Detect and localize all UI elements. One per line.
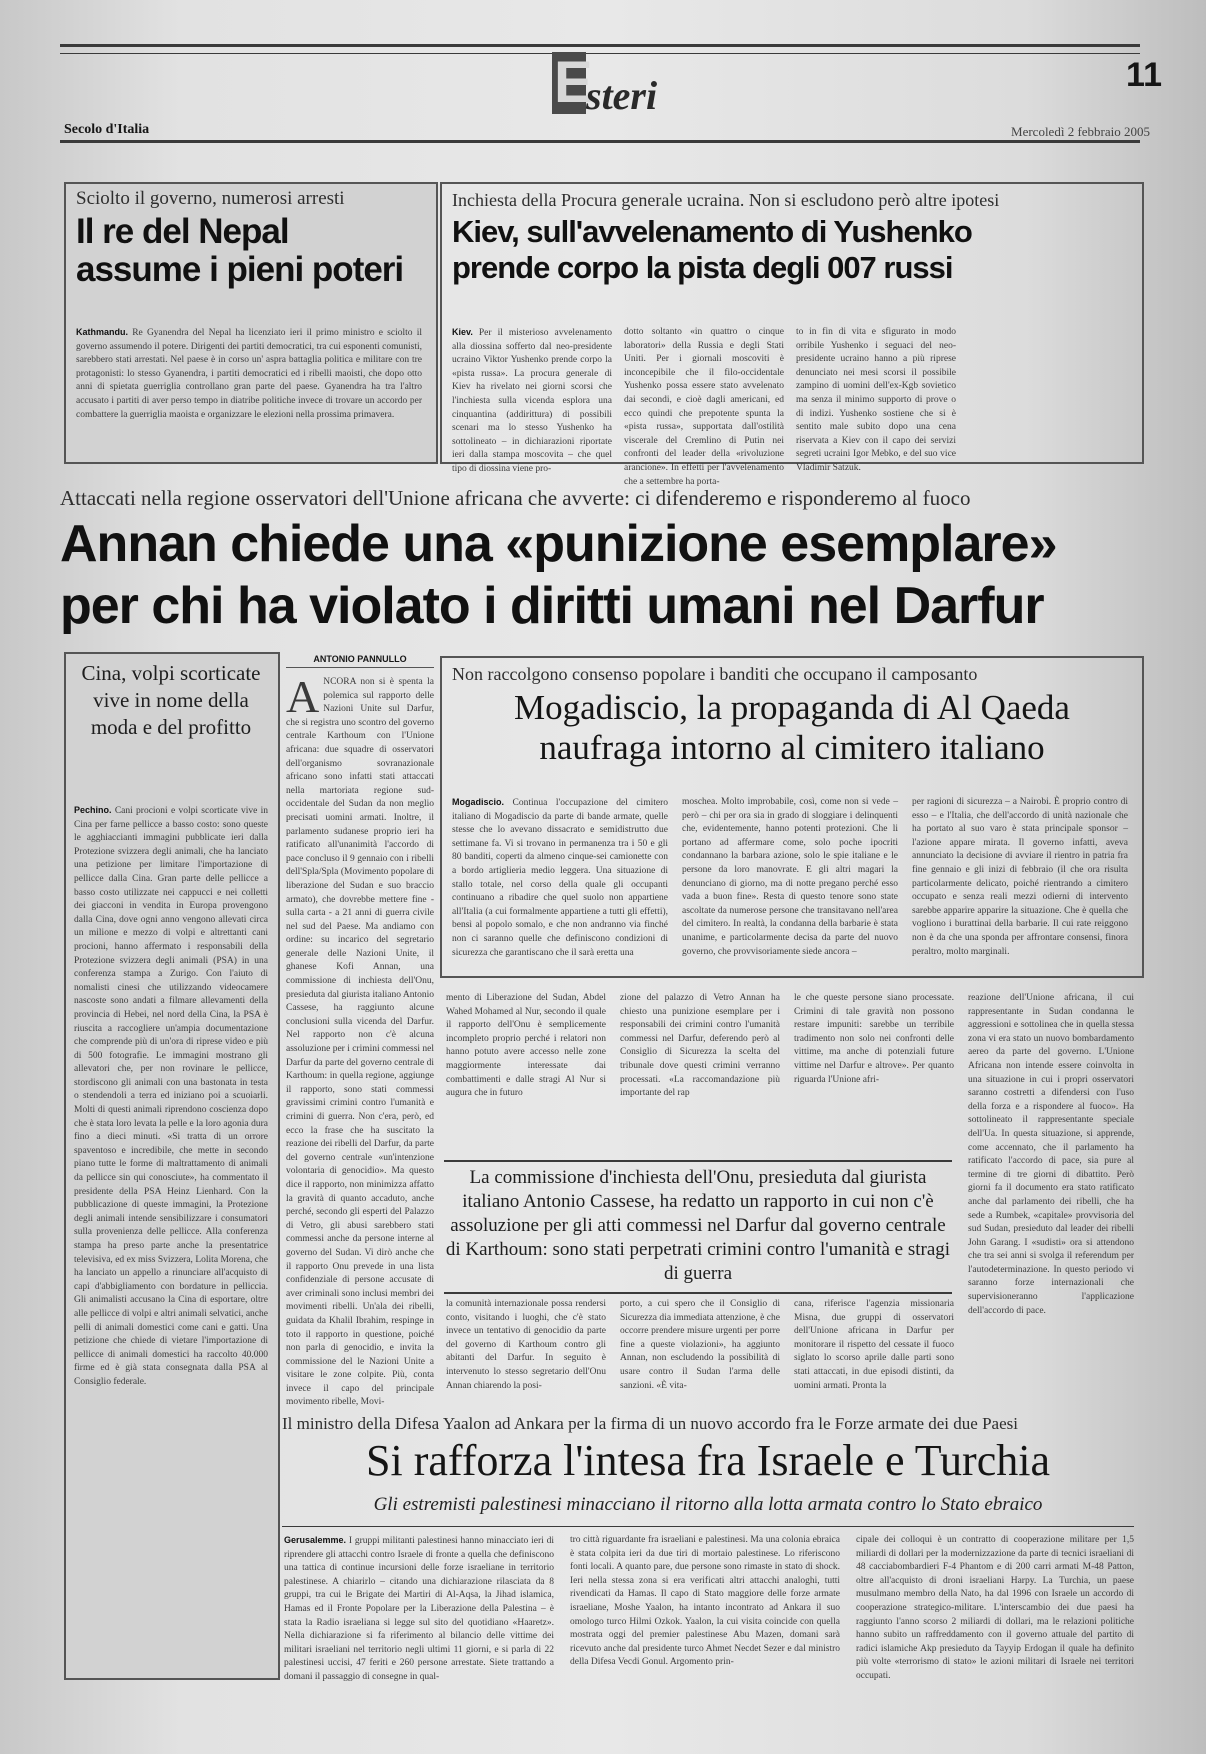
darfur-pullquote: La commissione d'inchiesta dell'Onu, presieduta dal giurista italiano Antonio Cassese, ha redatto un rapporto in cui non c'è assoluzione per gli atti commessi nel Darfur dal governo centrale di Karthoum: sono stati perpetrati crimini contro l'umanità e stragi di guerra	[445, 1167, 951, 1284]
kiev-headline-line1: Kiev, sull'avvelenamento di Yushenko	[452, 214, 972, 249]
darfur-headline-line1: Annan chiede una «punizione esemplare»	[60, 515, 1057, 573]
masthead-rule	[60, 140, 1140, 143]
darfur-b3: cana, riferisce l'agenzia missionaria Misna, due gruppi di osservatori dell'Unione africana in Darfur per monitorare il rispetto del cessate il fuoco siglato lo scorso aprile dalle parti sono stati attaccati, in due episodi distinti, da uomini armati. Pronta la	[794, 1299, 954, 1391]
darfur-headline-line2: per chi ha violato i diritti umani nel Darfur	[60, 577, 1044, 635]
issue-date: Mercoledì 2 febbraio 2005	[1011, 124, 1150, 139]
mogadiscio-col3: per ragioni di sicurezza – a Nairobi. È proprio contro di esso – e l'Italia, che dell'accordo di unità nazionale che ha portato al suo varo è stata principale sponsor – l'azione appare mirata. Il governo infatti, aveva annunciato la decisione di avviare il rientro in patria fra fine gennaio e gli inizi di febbraio (il che ora risulta particolarmente delicato, poiché rientrando a cimitero occupato e senza reali mezzi odierni di intervento sarebbe apparire apparire la situazione. Che è quella che vogliono i burattinai della barbarie. Il cui rate reiggono non è da che una sponda per affrontare consensi, finora peraltro, molto marginali.	[912, 797, 1128, 957]
top-rule-thin	[60, 53, 1140, 54]
mogadiscio-article	[440, 656, 1144, 978]
israele-kicker: Il ministro della Difesa Yaalon ad Ankara per la firma di un nuovo accordo fra le Forze armate dei due Paesi	[282, 1414, 1018, 1433]
israele-col1: I gruppi militanti palestinesi hanno minacciato ieri di riprendere gli attacchi contro Israele di fronte a quella che definiscono una tattica di continue incursioni delle forze israeliane in territorio palestinese. A chiarirlo – citando una dichiarazione rilasciata da 8 gruppi, tra cui le Brigate dei Martiri di Al-Aqsa, la Jihad islamica, Hamas ed il Fronte Popolare per la Liberazione della Palestina – è stata la Radio israeliana si legge sul sito del quotidiano «Haaretz». Nella dichiarazione si fa riferimento al bilancio delle vittime dei militari israeliani nel territorio negli ultimi 11 giorni, e si parla di 22 palestinesi uccisi, 47 feriti e 260 persone arrestate. Siete trattando a domani il passaggio di consegne in qual-	[284, 1536, 554, 1682]
cina-body: Cani procioni e volpi scorticate vive in Cina per farne pellicce a basso costo: sono queste le agghiaccianti immagini pubblicate ieri dalla Protezione svizzera degli animali, che ha lanciato una petizione per limitare l'importazione di pellicce dalla Cina. Gran parte delle pellicce a basso costo utilizzate nei cappucci e nei colletti dei giacconi in vendita in Europa provengono dalla Cina, dove ogni anno vengono allevati circa un milione e mezzo di volpi e altrettanti cani procioni, hanno affermato i responsabili della Protezione svizzera degli animali (PSA) in una conferenza stampa a Zurigo. Con l'aiuto di nomalisti cinesi che utilizzando videocamere nascoste sono andati a filmare allevamenti della provincia di Hebei, nel nord della Cina, la PSA è riuscita a raccogliere un'ampia documentazione che comprende più di un'ora di riprese video e più di 500 fotografie. Le immagini mostrano gli allevatori che, per non rovinare le pellicce, stordiscono gli animali con una bastonata in testa o stendendoli a terra ed iniziano poi a scuoiarli. Molti di questi animali riprendono coscienza dopo che è stata loro levata la pelle e la loro agonia dura fino a dieci minuti. «Si tratta di un orrore spaventoso e incredibile, che mette in secondo piano tutte le forme di maltrattamento di animali da pellicce sin qui conosciute», ha commentato il presidente della PSA Heinz Lienhard. Con la pubblicazione di queste immagini, la Protezione degli animali intende sensibilizzare i consumatori sulla provenienza delle pellicce. Alla conferenza stampa ha preso parte anche la presentatrice televisiva, ed ex miss Svizzera, Lolita Morena, che ha lanciato un appello a rinunciare all'acquisto di capi d'abbigliamento con bordature in pelliccia. Gli animalisti accusano la Cina di esportare, oltre alle pellicce di volpi e altri animali selvatici, anche pelli di animali domestici come cani e gatti. Una petizione che chiede di vietare l'importazione di pellicce di animali domestici ha raccolto 40.000 firme ed è già stata consegnata dalla PSA al Consiglio federale.	[74, 806, 269, 1387]
israele-rule	[282, 1526, 1134, 1527]
mogadiscio-headline-line2: naufraga intorno al cimitero italiano	[539, 728, 1045, 767]
mogadiscio-col2: moschea. Molto improbabile, così, come non si vede – però – chi per ora sia in grado di sloggiare i delinquenti che, evidentemente, hanno potenti protezioni. Che li portano ad affermare come, solo poche ipocriti condannano la barbara azione, solo le spie italiane e le persone da loro manovrate. E gli altri magari la denunciano di giorno, ma di notte pregano perché esso vada a buon fine». Resta di questo tenore sono state ascoltate da numerose persone che transitavano nell'area del cimitero. In realtà, la condanna della barbarie è stata unanime, e particolarmente decisa da parte del nuovo governo, che provvisoriamente siede ancora –	[682, 797, 898, 957]
section-logo-block	[552, 50, 593, 115]
darfur-b2: porto, a cui spero che il Consiglio di Sicurezza dia immediata attenzione, è che occorre prendere misure urgenti per porre fine a queste violazioni», ha aggiunto Annan, non escludendo la possibilità di usare contro il Sudan l'arma delle sanzioni. «È vita-	[620, 1299, 780, 1391]
darfur-col2: mento di Liberazione del Sudan, Abdel Wahed Mohamed al Nur, secondo il quale il rapporto dell'Onu è semplicemente incompleto proprio perché i relatori non hanno potuto avere accesso nelle zone maggiormente interessate dai combattimenti e dalle stragi Al Nur si augura che in futuro	[446, 993, 606, 1099]
kiev-headline-line2: prende corpo la pista degli 007 russi	[452, 250, 953, 285]
nepal-article	[64, 182, 438, 464]
israele-subhead: Gli estremisti palestinesi minacciano il ritorno alla lotta armata contro lo Stato ebraico	[373, 1494, 1043, 1515]
mogadiscio-headline-line1: Mogadiscio, la propaganda di Al Qaeda	[514, 688, 1070, 727]
nepal-headline-line2: assume i pieni poteri	[76, 250, 404, 289]
darfur-col5: reazione dell'Unione africana, il cui rappresentante in Sudan condanna le aggressioni e sottolinea che in quella stessa zona vi era stato un nuovo bombardamento aereo da parte del governo. L'Unione Africana non intende essere coinvolta in una situazione in cui i propri osservatori saranno costretti a difendersi con l'uso della forza e a rispondere al fuoco». Ha sottolineato il rappresentante speciale dell'Ua. In questa situazione, si apprende, come accennato, che il parlamento ha ratificato l'accordo di pace, sia pure al termine di tre giorni di dibattito. Però giorni fa il documento era stato ratificato anche dal parlamento dei ribelli, che ha sede a Rumbek, «capitale» provvisoria del sud Sudan, presieduto dal leader dei ribelli John Garang. I «sudisti» ora si attendono che tra sei anni si svolga il referendum per l'autodeterminazione. In questo periodo vi saranno forze internazionali che supervisioneranno l'applicazione dell'accordo di pace.	[968, 993, 1134, 1316]
mogadiscio-col1: Continua l'occupazione del cimitero italiano di Mogadiscio da parte di bande armate, quelle stesse che lo avevano dissacrato e semidistrutto due settimane fa. Vi si trovano in permanenza tra i 50 e gli 80 banditi, coperti da almeno cinque-sei camionette con a bordo artiglieria medio leggera. Una situazione di stallo totale, nel corso della quale gli occupanti continuano a ribadire che quel suolo non appartiene all'Italia (a cui formalmente appartiene a tutti gli effetti), bensì al popolo somalo, e che non andranno via finché non ci saranno quelle che definiscono condizioni di sicurezza che garantiscano che il sarà eretta una	[452, 798, 668, 958]
israele-col2: tro città riguardante fra israeliani e palestinesi. Ma una colonia ebraica è stata colpita ieri da due tiri di mortaio palestinese. Lo riferiscono fonti locali. A quanto pare, due persone sono rimaste in stato di shock. Ieri nella stessa zona si era verificati altri attacchi analoghi, tutti rivendicati da Hamas. Il capo di Stato maggiore delle forze armate israeliane, Moshe Yaalon, ha intanto incontrato ad Ankara il suo omologo turco Hilmi Ozkok. Yaalon, la cui visita coincide con quella mostrata oggi del premier palestinese Abu Mazen, domani sarà ricevuto anche dal presidente turco Ahmet Necdet Sezer e dal ministro della Difesa Vecdi Gonul. Argomento prin-	[570, 1535, 840, 1668]
cina-title: Cina, volpi scorticate vive in nome della moda e del profitto	[81, 661, 261, 739]
cina-dateline: Pechino.	[74, 805, 112, 815]
israele-dateline: Gerusalemme.	[284, 1535, 347, 1545]
darfur-col3: zione del palazzo di Vetro Annan ha chiesto una punizione esemplare per i responsabili dei crimini contro l'umanità commessi nel Darfur, deferendo però al Consiglio di Sicurezza la scelta del tribunale dove questi crimini verranno processati. «La raccomandazione più importante del rap	[620, 993, 780, 1099]
section-title: steri	[586, 73, 658, 118]
kiev-col1: Per il misterioso avvelenamento alla diossina sofferto dal neo-presidente ucraino Viktor Yushenko prende corpo la «pista russa». La procura generale di Kiev ha rivelato nei giorni scorsi che l'inchiesta sulla vicenda esplora una cinquantina (addirittura) di possibili scenari ma lo stesso Yushenko ha sottolineato – in dichiarazioni riportate ieri dalla stampa moscovita – che quel tipo di diossina viene pro-	[452, 328, 612, 474]
pullquote-rule-bottom	[444, 1292, 952, 1294]
cina-sidebar	[64, 652, 280, 1680]
kiev-col2: dotto soltanto «in quattro o cinque laboratori» della Russia e degli Stati Uniti. Per i giornali moscoviti è inconcepibile che il filo-occidentale Yushenko possa essere stato avvelenato dai secondi, e cioè dagli americani, ed ecco quindi che prepotente spunta la «pista russa», supportata dall'ostilità viscerale del Cremlino di Putin nei confronti del leader della «rivoluzione arancione». In effetti per l'avvelenamento che a settembre ha porta-	[624, 327, 784, 487]
kiev-col3: to in fin di vita e sfigurato in modo orribile Yushenko i seguaci del neo-presidente ucraino hanno a più riprese denunciato nei mesi scorsi il possibile zampino di uomini dell'ex-Kgb sovietico ma senza il minimo supporto di prove o di indizi. Yushenko sostiene che si è sentito male subito dopo una cena riservata a Kiev con il capo dei servizi segreti ucraini Igor Mebko, e del suo vice Vladimir Satzuk.	[796, 327, 956, 473]
darfur-col1: NCORA non si è spenta la polemica sul rapporto delle Nazioni Unite sul Darfur, che si registra uno scontro del governo centrale Karthoum con l'Unione africana: due squadre di osservatori dell'organismo sovranazionale africano sono infatti stati attaccati nella martoriata regione sud-occidentale del Sudan da non meglio precisati uomini armati. Inoltre, il parlamento sudanese proprio ieri ha ratificato all'unanimità l'accordo di pace concluso il 9 gennaio con i ribelli dell'Spla/Spla (Movimento popolare di liberazione del Sudan e suo braccio armato), che dovrebbe mettere fine - sulla carta - a 21 anni di guerra civile nel sud del Paese. Ma andiamo con ordine: su incarico del segretario generale delle Nazioni Unite, il ghanese Kofi Annan, una commissione di inchiesta dell'Onu, presieduta dal giurista italiano Antonio Cassese, ha raggiunto alcune conclusioni sulla vicenda del Darfur. Nel rapporto non c'è alcuna assoluzione per i crimini commessi nel Darfur da parte del governo centrale di Karthoum: in quella regione, aggiunge il rapporto, sono stati commessi gravissimi crimini contro l'umanità e crimini di guerra. Non c'era, però, ed ecco la frase che ha suscitato la reazione dei ribelli del Darfur, da parte del governo centrale «un'intenzione volontaria di genocidio». Ma questo dice il rapporto, non minimizza affatto la gravità di quanto accaduto, anche perché, secondo gli esperti del Palazzo di Vetro, gli abusi sarebbero stati commessi anche da persone interne al governo del Sudan. Vi dirò anche che il rapporto Onu prevede in una lista confidenziale di persone accusate di aver criminali sono inclusi membri dei movimenti ribelli. Un'ala dei ribelli, guidata da Khalil Ibrahim, respinge in toto il rapporto in questione, poiché non parla di genocidio, e invita la commissione del le Nazioni Unite a visitare le zone colpite. Più, conta invece il capo del principale movimento ribelle, Movi-	[286, 677, 435, 1408]
nepal-body: Re Gyanendra del Nepal ha licenziato ieri il primo ministro e sciolto il governo assumendo il potere. Dirigenti dei partiti democratici, tra cui esponenti comunisti, sarebbero stati arrestati. Nel paese è in corso un' aspra battaglia politica e militare con tre protagonisti: lo stesso Gyanendra, i partiti democratici ed i ribelli maoisti, che dopo otto anni di spietata guerriglia controllano gran parte del paese. Gyanendra ha tra l'altro accusato i partiti di aver perso tempo in diatribe politiche invece di trovare un accordo per combattere la guerriglia maoista e organizzare le elezioni nella prossima primavera.	[76, 328, 422, 420]
mogadiscio-dateline: Mogadiscio.	[452, 797, 505, 807]
nepal-headline-line1: Il re del Nepal	[76, 212, 289, 251]
darfur-b1: la comunità internazionale possa rendersi conto, visitando i luoghi, che c'è stato invece un tentativo di genocidio da parte del governo di Karthoum contro gli abitanti del Darfur. In seguito è intervenuto lo stesso segretario dell'Onu Annan chiarendo la posi-	[446, 1299, 606, 1391]
kiev-kicker: Inchiesta della Procura generale ucraina. Non si escludono però altre ipotesi	[452, 190, 1000, 210]
darfur-col4: le che queste persone siano processate. Crimini di tale gravità non possono restare impuniti: sarebbe un terribile tradimento non solo nei confronti delle vittime, ma anche di potenziali future vittime nel Darfur e altrove». Per quanto riguarda l'Unione afri-	[794, 993, 954, 1085]
israele-col3: cipale dei colloqui è un contratto di cooperazione militare per 1,5 miliardi di dollari per la modernizzazione da parte di tecnici israeliani di 48 cacciabombardieri F-4 Phantom e di 200 carri armati M-48 Patton, oltre all'acquisto di droni israeliani Harpy. La Turchia, un paese musulmano membro della Nato, ha dal 1996 con Israele un accordo di cooperazione strategico-militare. L'interscambio dei due paesi ha raggiunto l'anno scorso 2 miliardi di dollari, ma le relazioni politiche hanno subito un raffreddamento con il governo attuale del partito di radici islamiche Akp presieduto da Tayyip Erdogan il quale ha definito più volte «terrorismo di stato» le azioni militari di Israele nei territori occupati.	[856, 1535, 1134, 1681]
israele-headline: Si rafforza l'intesa fra Israele e Turchia	[366, 1436, 1050, 1485]
mogadiscio-kicker: Non raccolgono consenso popolare i banditi che occupano il camposanto	[452, 664, 978, 684]
darfur-dropcap: A	[286, 671, 320, 722]
kiev-article	[440, 182, 1144, 487]
paper-name: Secolo d'Italia	[64, 122, 150, 137]
nepal-dateline: Kathmandu.	[76, 327, 129, 337]
nepal-kicker: Sciolto il governo, numerosi arresti	[76, 188, 345, 209]
page-number: 11	[1126, 56, 1162, 94]
darfur-kicker: Attaccati nella regione osservatori dell'Unione africana che avverte: ci difenderemo e risponderemo al fuoco	[60, 486, 971, 510]
pullquote-rule-top	[444, 1160, 952, 1162]
kiev-dateline: Kiev.	[452, 327, 473, 337]
section-initial: E	[554, 50, 593, 115]
top-rule	[60, 44, 1140, 47]
darfur-author: ANTONIO PANNULLO	[286, 654, 434, 668]
